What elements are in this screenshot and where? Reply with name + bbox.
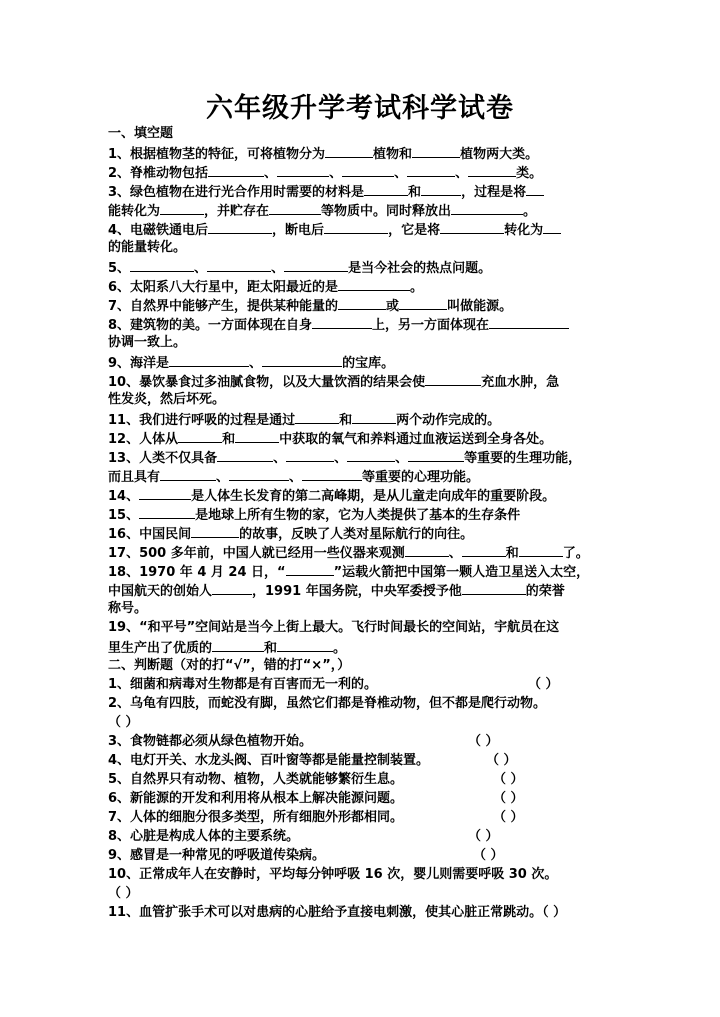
blank[interactable] <box>324 219 388 234</box>
question-9: 9、海洋是 、 的宝库。 <box>108 352 613 371</box>
answer-box[interactable]: （ ） <box>486 753 517 768</box>
answer-box[interactable]: （ ） <box>493 772 524 787</box>
question-18: 18、1970 年 4 月 24 日，“ ”运载火箭把中国第一颗人造卫星送入太空， <box>108 561 613 580</box>
blank[interactable] <box>207 257 271 272</box>
blank[interactable] <box>235 428 279 443</box>
blank[interactable] <box>277 637 333 652</box>
blank[interactable] <box>325 143 373 158</box>
section2-heading: 二、判断题（对的打“√”，错的打“×”，） <box>108 658 351 673</box>
blank[interactable] <box>519 542 563 557</box>
blank[interactable] <box>212 637 264 652</box>
blank[interactable] <box>364 181 408 196</box>
blank[interactable] <box>212 580 252 595</box>
blank[interactable] <box>302 466 362 481</box>
blank[interactable] <box>295 409 339 424</box>
answer-box[interactable]: （ ） <box>473 848 504 863</box>
judge-item-5: 5、自然界只有动物、植物，人类就能够繁衍生息。 （ ） <box>108 772 524 787</box>
blank[interactable] <box>468 162 516 177</box>
blank[interactable] <box>208 162 264 177</box>
judge-item-8: 8、心脏是构成人体的主要系统。 （ ） <box>108 829 499 844</box>
blank[interactable] <box>412 143 460 158</box>
answer-box[interactable]: （ ） <box>542 905 567 920</box>
blank[interactable] <box>269 200 321 215</box>
blank[interactable] <box>405 542 449 557</box>
blank[interactable] <box>139 504 195 519</box>
judge-item-1: 1、细菌和病毒对生物都是有百害而无一利的。 （ ） <box>108 677 559 692</box>
blank[interactable] <box>342 162 394 177</box>
judge-item-9: 9、感冒是一种常见的呼吸道传染病。 （ ） <box>108 848 504 863</box>
question-19: 19、“和平号”空间站是当今上街上最大。飞行时间最长的空间站，宇航员在这 <box>108 620 560 635</box>
blank[interactable] <box>262 352 342 367</box>
question-16: 16、中国民间 的故事，反映了人类对星际航行的向往。 <box>108 523 613 542</box>
question-12: 12、人体从 和 中获取的氧气和养料通过血液运送到全身各处。 <box>108 428 613 447</box>
answer-box[interactable]: （ ） <box>108 886 139 901</box>
question-1: 1、根据植物茎的特征，可将植物分为 植物和 植物两大类。 <box>108 143 613 162</box>
answer-box[interactable]: （ ） <box>493 791 524 806</box>
judge-item-7: 7、人体的细胞分很多类型，所有细胞外形都相同。 （ ） <box>108 810 524 825</box>
blank[interactable] <box>286 561 334 576</box>
question-13: 13、人类不仅具备 、 、 、 等重要的生理功能， <box>108 447 613 466</box>
judge-item-4: 4、电灯开关、水龙头阀、百叶窗等都是能量控制装置。 （ ） <box>108 753 517 768</box>
answer-box[interactable]: （ ） <box>468 734 499 749</box>
blank[interactable] <box>462 580 526 595</box>
question-8: 8、建筑物的美。一方面体现在自身 上，另一方面体现在 <box>108 314 613 333</box>
question-5: 5、 、 、 是当今社会的热点问题。 <box>108 257 613 276</box>
judge-item-2: 2、乌龟有四肢，而蛇没有脚，虽然它们都是脊椎动物，但不都是爬行动物。 <box>108 696 547 711</box>
blank[interactable] <box>160 200 204 215</box>
page-title: 六年级升学考试科学试卷 <box>206 93 514 124</box>
judge-item-11: 11、血管扩张手术可以对患病的心脏给予直接电刺激，使其心脏正常跳动。（ ） <box>108 905 567 920</box>
blank[interactable] <box>229 466 289 481</box>
blank[interactable] <box>408 447 464 462</box>
judge-item-10: 10、正常成年人在安静时，平均每分钟呼吸 16 次，婴儿则需要呼吸 30 次。 <box>108 867 558 882</box>
blank[interactable] <box>462 542 506 557</box>
blank[interactable] <box>407 162 455 177</box>
answer-box[interactable]: （ ） <box>493 810 524 825</box>
blank[interactable] <box>489 314 569 329</box>
blank[interactable] <box>440 219 504 234</box>
blank[interactable] <box>352 409 396 424</box>
judge-item-3: 3、食物链都必须从绿色植物开始。 （ ） <box>108 734 499 749</box>
exam-body: 一、填空题 1、根据植物茎的特征，可将植物分为 植物和 植物两大类。 2、脊椎动物包括 、 、 、 、 类。 3、绿色植物在进行光合作用时需要的材料是 和 ，过程是将 能转化为 ，并贮存在 等物质中。同时释放出 。 4、电磁铁通电后 ，断电后 ，它是将 转化为 的能量转化。 5、 、 、 是当今社会的热点问题。 6、太阳系八大行星中，距太阳最近的是 。 7、自然界中能够产生，提供某种能量的 或 叫做能源。 8、建筑物的美。一方面体现在自身 上，另一方面体现在 协调一致上。 9、海洋是 、 的宝库。 10、暴饮暴食过多油腻食物，以及大量饮酒的结果会使 充血水肿，急 性发炎，然后坏死。 11、我们进行呼吸的过程是通过 和 两个动作完成的。 12、人体从 和 中获取的氧气和养料通过血液运送到全身各处。 13、人类不仅具备 、 、 、 等重要的生理功能， 而且具有 、 、 等重要的心理功能。 14、 是人体生长发育的第二高峰期，是从儿童走向成年的重要阶段。 15、 是地球上所有生物的家，它为人类提供了基本的生存条件 16、中国民间 的故事，反映了人类对星际航行的向往。 17、500 多年前，中国人就已经用一些仪器来观测 、 和 了。 18、1970 年 4 月 24 日，“ ”运载火箭把中国第一颗人造卫星送入太空， 中国航天的创始人 ，1991 年国务院，中央军委授予他 的荣誉 称号。 19、“和平号”空间站是当今上街上最大。飞行时间最长的空间站，宇航员在这 里生产出了优质的 和 。 二、判断题（对的打“√”，错的打“×”，） 1、细菌和病毒对生物都是有百害而无一利的。 （ ） 2、乌龟有四肢，而蛇没有脚，虽然它们都是脊椎动物，但不都是爬行动物。 （ ） 3、食物链都必须从绿色植物开始。 （ ） 4、电灯开关、水龙头阀、百叶窗等都是能量控制装置。 （ ） 5、自然界只有动物、植物，人类就能够繁衍生息。 （ ） 6、新能源的开发和利用将从根本上解决能源问题。 （ ） 7、人体的细胞分很多类型，所有细胞外形都相同。 （ ） 8、心脏是构成人体的主要系统。 （ ） 9、感冒是一种常见的呼吸道传染病。 （ ） 10、正常成年人在安静时，平均每分钟呼吸 16 次，婴儿则需要呼吸 30 次。 （ ） 11、血管扩张手术可以对患病的心脏给予直接电刺激，使其心脏正常跳动。（ ） <box>108 124 613 922</box>
blank[interactable] <box>160 466 216 481</box>
question-4: 4、电磁铁通电后 ，断电后 ，它是将 转化为 <box>108 219 613 238</box>
blank[interactable] <box>169 352 249 367</box>
question-7: 7、自然界中能够产生，提供某种能量的 或 叫做能源。 <box>108 295 613 314</box>
answer-box[interactable]: （ ） <box>468 829 499 844</box>
question-3: 3、绿色植物在进行光合作用时需要的材料是 和 ，过程是将 <box>108 181 613 200</box>
blank[interactable] <box>191 523 239 538</box>
blank[interactable] <box>312 314 372 329</box>
answer-box[interactable]: （ ） <box>528 677 559 692</box>
section1-heading: 一、填空题 <box>108 126 174 141</box>
question-10: 10、暴饮暴食过多油腻食物，以及大量饮酒的结果会使 充血水肿，急 <box>108 371 613 390</box>
blank[interactable] <box>130 257 194 272</box>
blank[interactable] <box>178 428 222 443</box>
blank[interactable] <box>338 276 410 291</box>
blank[interactable] <box>399 295 447 310</box>
blank[interactable] <box>217 447 273 462</box>
blank[interactable] <box>526 181 544 196</box>
blank[interactable] <box>208 219 272 234</box>
blank[interactable] <box>139 485 191 500</box>
blank[interactable] <box>421 181 461 196</box>
question-14: 14、 是人体生长发育的第二高峰期，是从儿童走向成年的重要阶段。 <box>108 485 613 504</box>
blank[interactable] <box>543 219 561 234</box>
question-17: 17、500 多年前，中国人就已经用一些仪器来观测 、 和 了。 <box>108 542 613 561</box>
question-15: 15、 是地球上所有生物的家，它为人类提供了基本的生存条件 <box>108 504 613 523</box>
question-11: 11、我们进行呼吸的过程是通过 和 两个动作完成的。 <box>108 409 613 428</box>
question-6: 6、太阳系八大行星中，距太阳最近的是 。 <box>108 276 613 295</box>
blank[interactable] <box>277 162 329 177</box>
question-2: 2、脊椎动物包括 、 、 、 、 类。 <box>108 162 613 181</box>
blank[interactable] <box>286 447 334 462</box>
answer-box[interactable]: （ ） <box>108 715 139 730</box>
blank[interactable] <box>338 295 386 310</box>
judge-item-6: 6、新能源的开发和利用将从根本上解决能源问题。 （ ） <box>108 791 524 806</box>
blank[interactable] <box>284 257 348 272</box>
blank[interactable] <box>425 371 481 386</box>
blank[interactable] <box>347 447 395 462</box>
blank[interactable] <box>451 200 523 215</box>
